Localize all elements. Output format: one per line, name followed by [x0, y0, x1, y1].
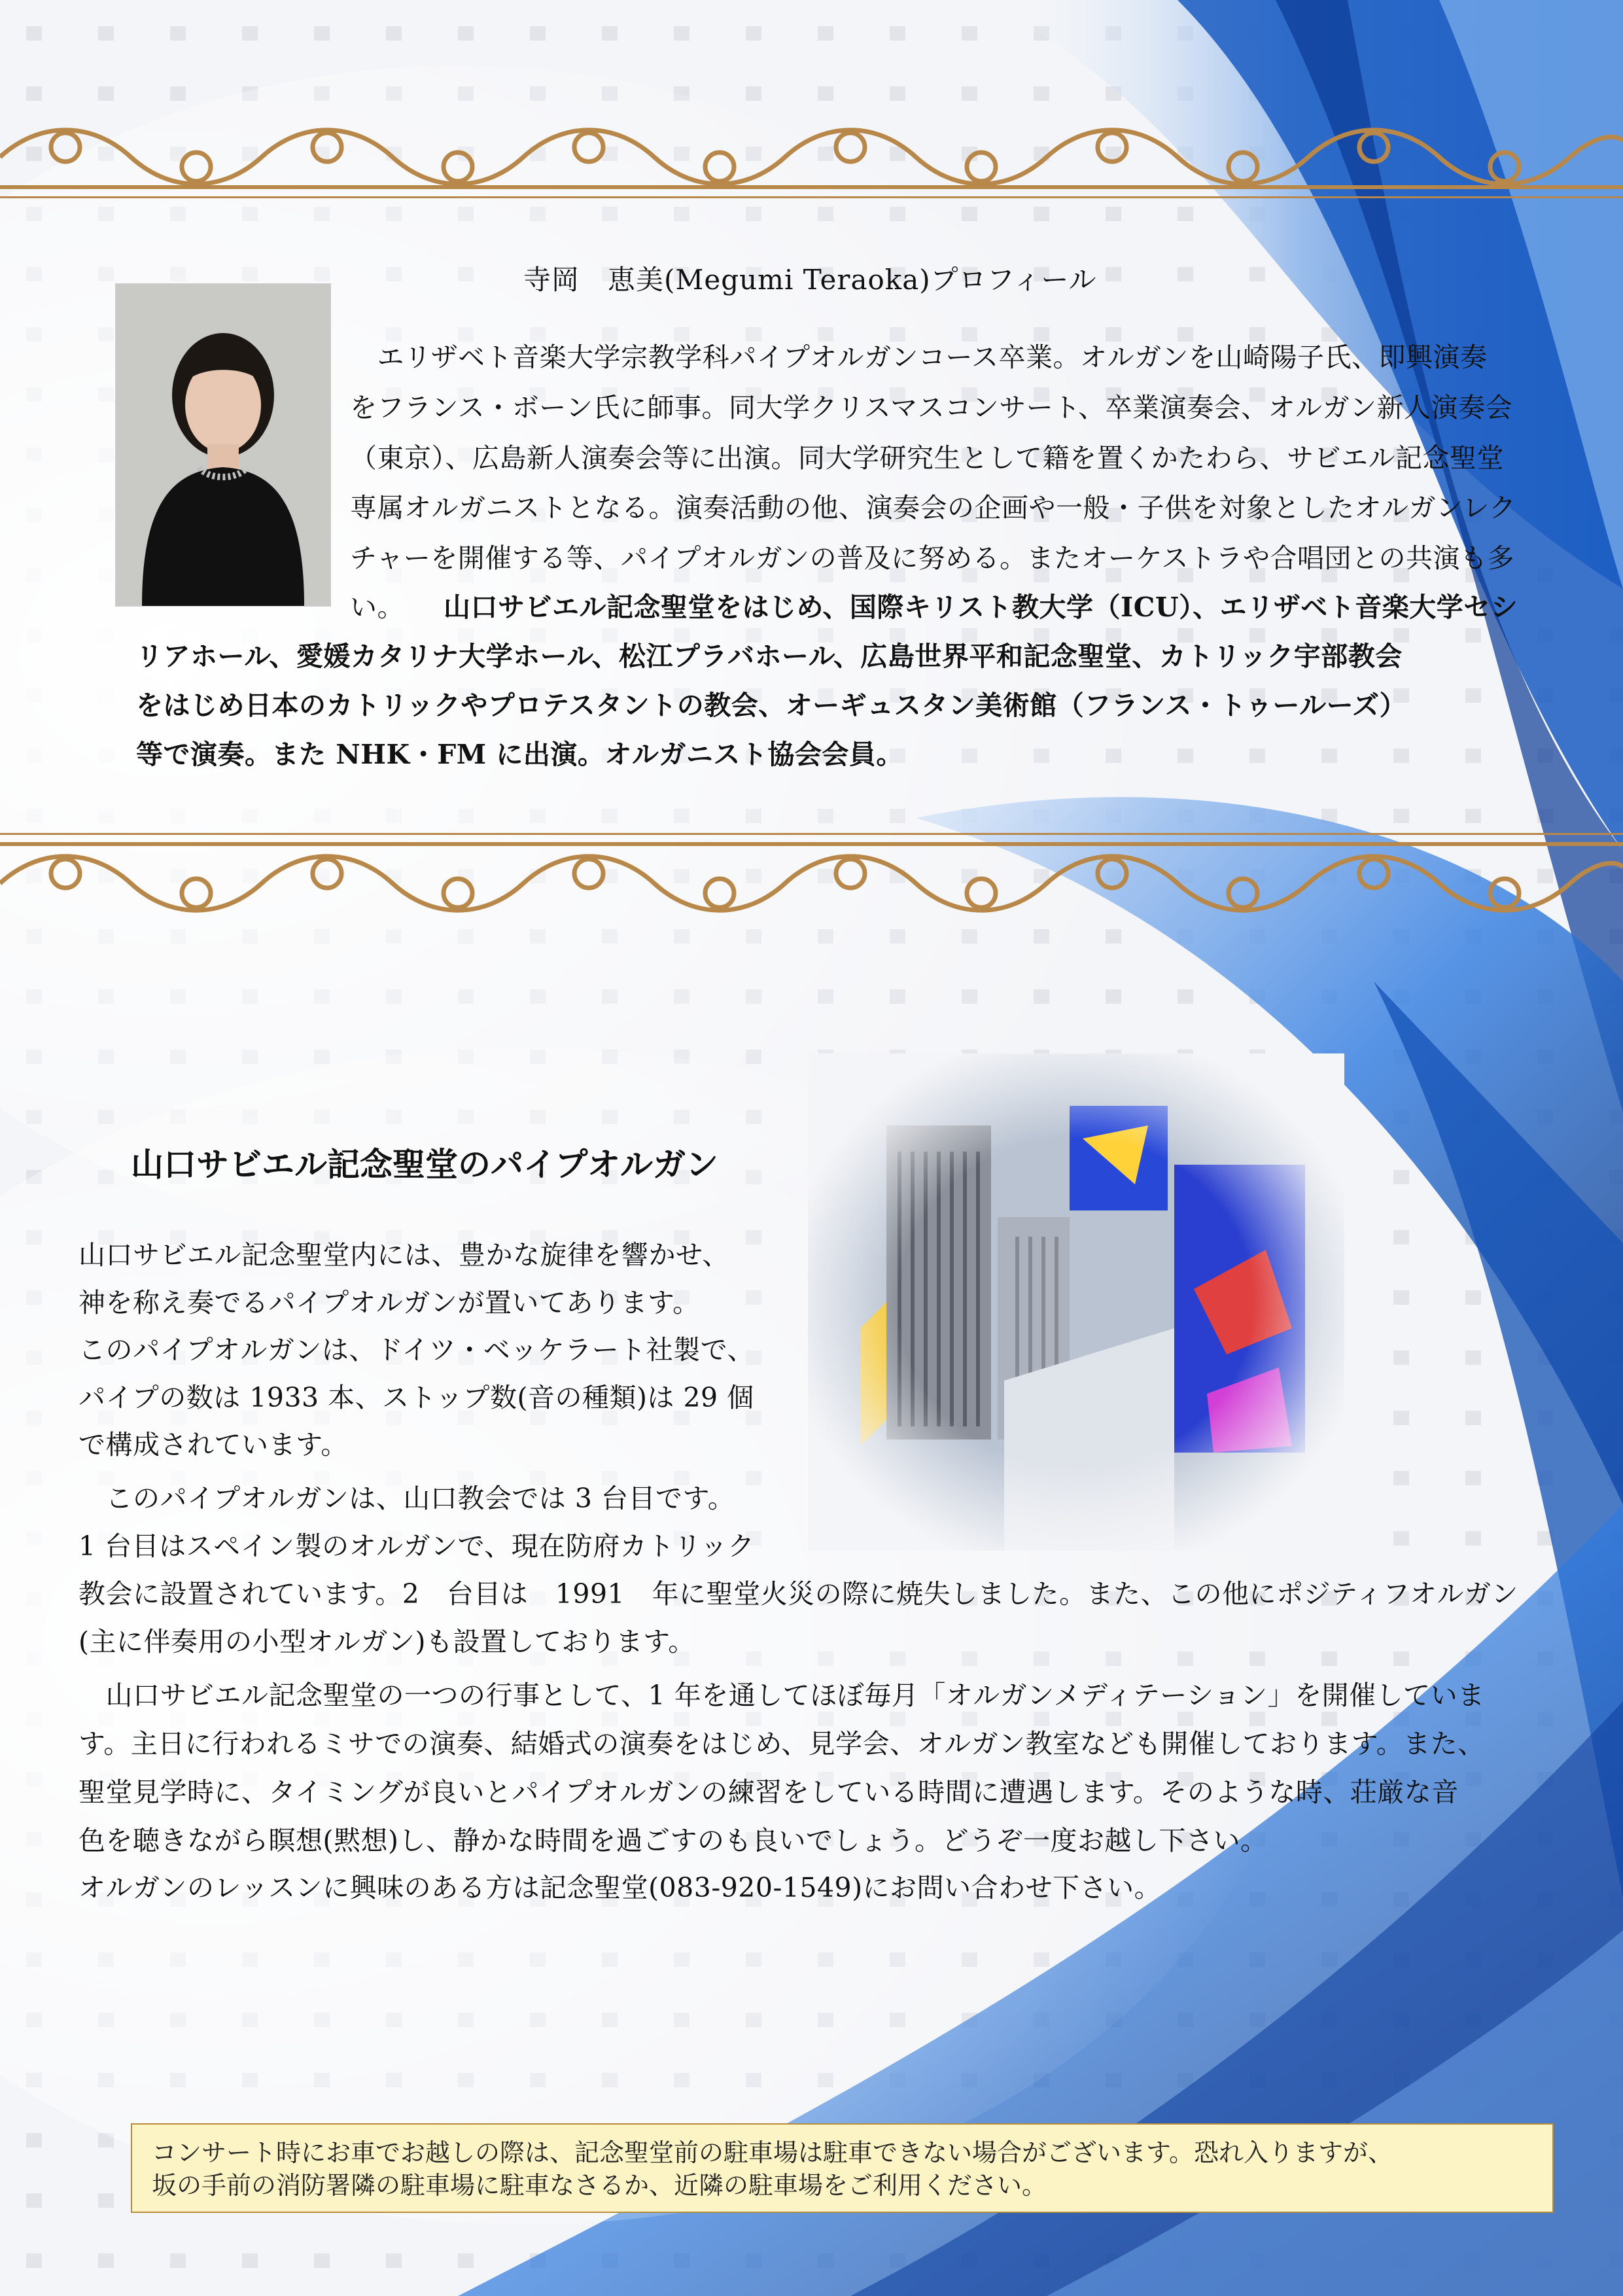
organ-line-5: で構成されています。 — [79, 1429, 348, 1460]
profile-bold-line-1: リアホール、愛媛カタリナ大学ホール、松江プラバホール、広島世界平和記念聖堂、カトリック宇部教会 — [136, 641, 1403, 672]
organ-line-12: 聖堂見学時に、タイミングが良いとパイプオルガンの練習をしている時間に遭遇します。そのような時、荘厳な音 — [79, 1776, 1459, 1808]
profile-line-4: 専属オルガニストとなる。演奏活動の他、演奏会の企画や一般・子供を対象としたオルガンレク — [350, 492, 1516, 523]
profile-bold-line-2: をはじめ日本のカトリックやプロテスタントの教会、オーギュスタン美術館（フランス・トゥールーズ） — [136, 690, 1407, 721]
organ-line-13: 色を聴きながら瞑想(黙想)し、静かな時間を過ごすのも良いでしょう。どうぞ一度お越し下さい。 — [79, 1825, 1268, 1856]
profile-line-2: をフランス・ボーン氏に師事。同大学クリスマスコンサート、卒業演奏会、オルガン新人演奏会 — [350, 392, 1513, 423]
notice-line-2: 坂の手前の消防署隣の駐車場に駐車なさるか、近隣の駐車場をご利用ください。 — [152, 2171, 1047, 2200]
profile-line-6b: 山口サビエル記念聖堂をはじめ、国際キリスト教大学（ICU）、エリザベト音楽大学セシ — [444, 592, 1518, 623]
middle-ornament-border — [0, 828, 1623, 926]
top-ornament-border — [0, 108, 1623, 206]
portrait-photo — [115, 283, 331, 607]
profile-line-6 — [350, 586, 1518, 624]
profile-title: 寺岡 恵美(Megumi Teraoka)プロフィール — [523, 264, 1097, 296]
notice-line-1: コンサート時にお車でお越しの際は、記念聖堂前の駐車場は駐車できない場合がございます。恐れ入りますが、 — [152, 2138, 1393, 2167]
profile-line-1: エリザベト音楽大学宗教学科パイプオルガンコース卒業。オルガンを山崎陽子氏、即興演奏 — [350, 342, 1488, 373]
organ-line-1: 山口サビエル記念聖堂内には、豊かな旋律を響かせ、 — [79, 1239, 729, 1271]
profile-bold-line-3: 等で演奏。また NHK・FM に出演。オルガニスト協会会員。 — [136, 739, 903, 770]
organ-line-2: 神を称え奏でるパイプオルガンが置いてあります。 — [79, 1287, 700, 1318]
organ-line-6: このパイプオルガンは、山口教会では 3 台目です。 — [79, 1483, 735, 1514]
organ-line-9: (主に伴奏用の小型オルガン)も設置しております。 — [79, 1626, 695, 1657]
organ-line-3: このパイプオルガンは、ドイツ・ベッケラート社製で、 — [79, 1334, 754, 1366]
organ-line-7: 1 台目はスペイン製のオルガンで、現在防府カトリック — [79, 1530, 755, 1562]
profile-line-6a: い。 — [350, 592, 404, 623]
organ-line-8: 教会に設置されています。2 台目は 1991 年に聖堂火災の際に焼失しました。また、この他にポジティフオルガン — [79, 1578, 1518, 1610]
profile-line-5: チャーを開催する等、パイプオルガンの普及に努める。またオーケストラや合唱団との共演も多 — [350, 542, 1514, 574]
organ-section-title: 山口サビエル記念聖堂のパイプオルガン — [131, 1145, 718, 1184]
organ-line-14: オルガンのレッスンに興味のある方は記念聖堂(083-920-1549)にお問い合わせ下さい。 — [79, 1872, 1162, 1903]
organ-line-11: す。主日に行われるミサでの演奏、結婚式の演奏をはじめ、見学会、オルガン教室なども開催しております。また、 — [79, 1728, 1485, 1759]
organ-line-4: パイプの数は 1933 本、ストップ数(音の種類)は 29 個 — [79, 1382, 754, 1413]
parking-notice-box — [131, 2123, 1554, 2213]
profile-line-3: （東京）、広島新人演奏会等に出演。同大学研究生として籍を置くかたわら、サビエル記念聖堂 — [350, 442, 1504, 474]
pipe-organ-photo — [808, 1053, 1344, 1551]
organ-line-10: 山口サビエル記念聖堂の一つの行事として、1 年を通してほぼ毎月「オルガンメディテーション」を開催していま — [79, 1680, 1485, 1711]
